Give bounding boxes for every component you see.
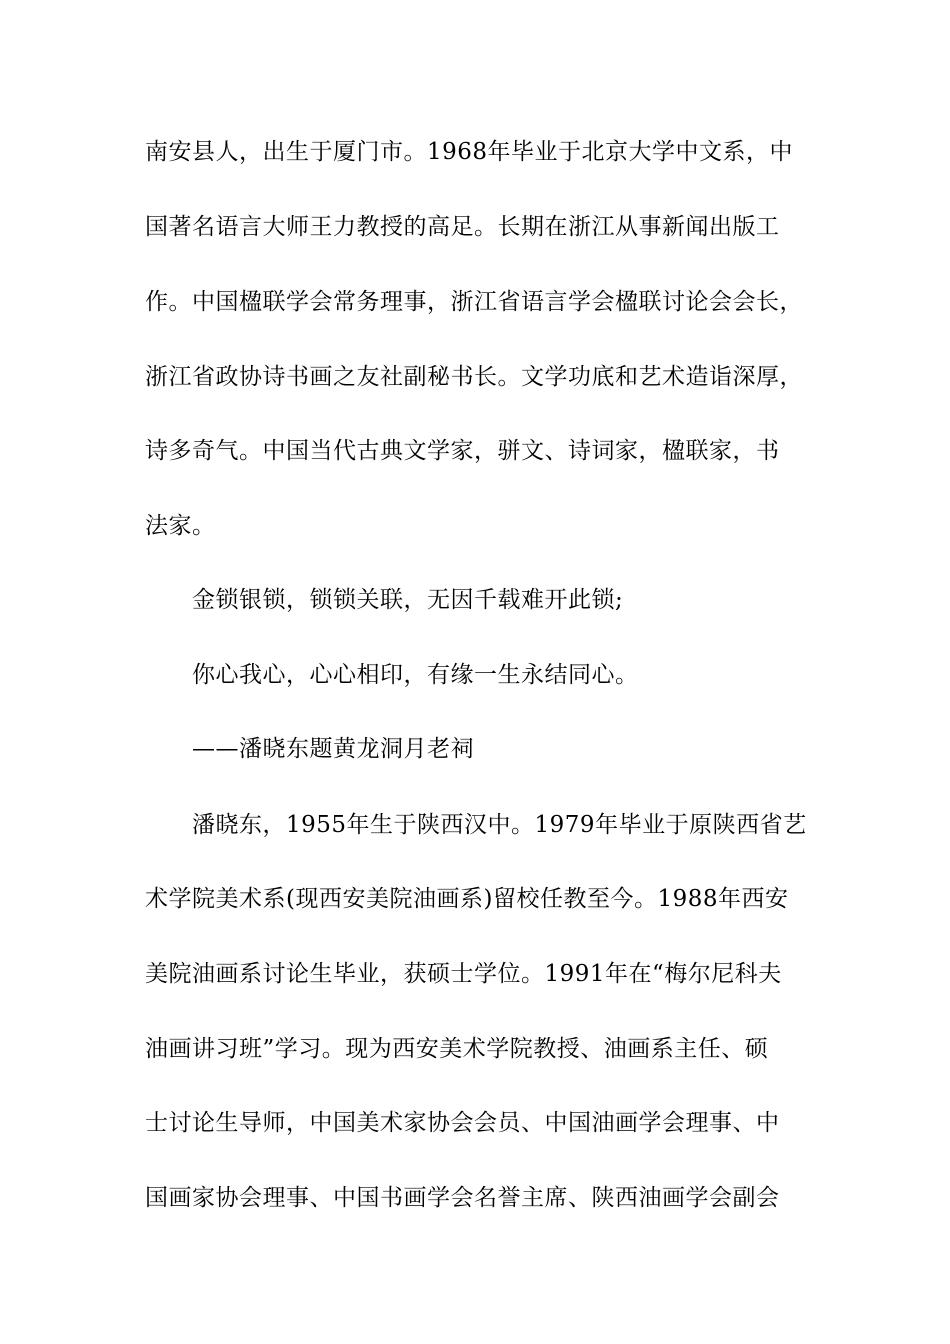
paragraph-line: 诗多奇气。中国当代古典文学家，骈文、诗词家，楹联家，书 — [145, 438, 780, 464]
paragraph-line: 南安县人，出生于厦门市。1968年毕业于北京大学中文系，中 — [145, 139, 794, 165]
paragraph-line: 国著名语言大师王力教授的高足。长期在浙江从事新闻出版工 — [145, 214, 780, 240]
paragraph-line: 士讨论生导师，中国美术家协会会员、中国油画学会理事、中 — [145, 1110, 780, 1136]
paragraph-line: 术学院美术系(现西安美院油画系)留校任教至今。1988年西安 — [145, 886, 789, 912]
paragraph-line: 法家。 — [145, 513, 216, 539]
paragraph-line: 国画家协会理事、中国书画学会名誉主席、陕西油画学会副会 — [145, 1185, 780, 1211]
couplet-line-1: 金锁银锁，锁锁关联，无因千载难开此锁; — [192, 587, 624, 613]
paragraph-line: 潘晓东，1955年生于陕西汉中。1979年毕业于原陕西省艺 — [192, 812, 807, 838]
paragraph-line: 作。中国楹联学会常务理事，浙江省语言学会楹联讨论会会长， — [145, 289, 803, 315]
paragraph-line: 美院油画系讨论生毕业，获硕士学位。1991年在“梅尔尼科夫 — [145, 961, 782, 987]
couplet-attribution: ——潘晓东题黄龙洞月老祠 — [192, 736, 474, 762]
paragraph-line: 浙江省政协诗书画之友社副秘书长。文学功底和艺术造诣深厚， — [145, 364, 803, 390]
paragraph-line: 油画讲习班”学习。现为西安美术学院教授、油画系主任、硕 — [145, 1036, 769, 1062]
couplet-line-2: 你心我心，心心相印，有缘一生永结同心。 — [192, 662, 639, 688]
